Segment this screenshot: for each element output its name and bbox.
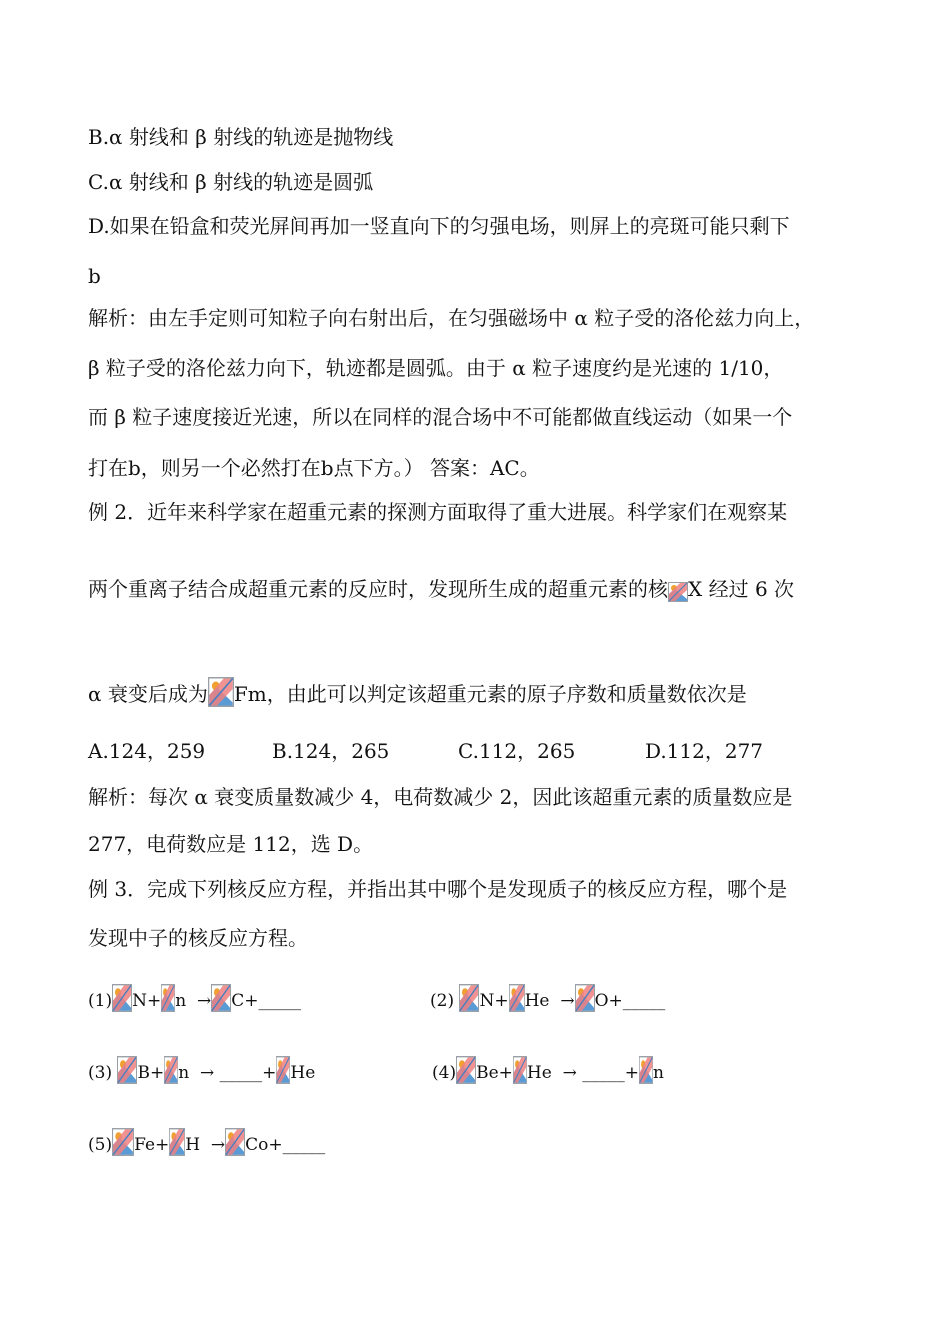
analysis-2-line-1: 解析：每次 α 衰变质量数减少 4，电荷数减少 2，因此该超重元素的质量数应是 <box>88 785 793 809</box>
arrow-icon: → <box>200 1063 215 1083</box>
nuclide-image-icon <box>456 1056 476 1084</box>
nuclide-image-icon <box>575 984 595 1012</box>
nuclide-image-icon <box>276 1056 290 1084</box>
equation-5 <box>88 1128 325 1156</box>
nuclide-image-icon <box>208 677 234 707</box>
equation-term: Co+ <box>245 1135 283 1155</box>
nuclide-image-icon <box>225 1128 245 1156</box>
equation-4 <box>432 1056 664 1084</box>
example-2-line-3 <box>88 677 747 707</box>
equation-1 <box>88 984 301 1012</box>
analysis-line-4: 打在b，则另一个必然打在b点下方。） 答案：AC。 <box>88 456 540 480</box>
nuclide-image-icon <box>668 582 688 602</box>
example-3-line-1: 例 3．完成下列核反应方程，并指出其中哪个是发现质子的核反应方程，哪个是 <box>88 877 788 901</box>
nuclide-image-icon <box>117 1056 137 1084</box>
equation-term: He <box>524 991 555 1011</box>
equation-term: n <box>175 991 192 1011</box>
equation-number: (3) <box>88 1063 118 1083</box>
example-3-line-2: 发现中子的核反应方程。 <box>88 926 308 950</box>
answer-blank[interactable]: _____ <box>219 1063 263 1083</box>
equation-term: + <box>624 1063 640 1083</box>
answer-option-b: B.124，265 <box>272 739 390 763</box>
answer-blank[interactable]: _____ <box>622 991 666 1011</box>
example-2-line-1: 例 2．近年来科学家在超重元素的探测方面取得了重大进展。科学家们在观察某 <box>88 500 788 524</box>
equation-term: H <box>185 1135 206 1155</box>
equation-number: (4) <box>432 1063 457 1083</box>
arrow-icon: → <box>210 1135 226 1155</box>
equation-term: B+ <box>137 1063 165 1083</box>
answer-blank[interactable]: _____ <box>258 991 301 1011</box>
option-d-text: D.如果在铅盒和荧光屏间再加一竖直向下的匀强电场，则屏上的亮斑可能只剩下 <box>88 214 790 238</box>
example-2-text-b: X 经过 6 次 <box>688 577 795 601</box>
nuclide-image-icon <box>459 984 479 1012</box>
equation-term: Be+ <box>476 1063 513 1083</box>
example-2-text-c: α 衰变后成为 <box>88 682 208 706</box>
analysis-2-line-2: 277，电荷数应是 112，选 D。 <box>88 832 374 856</box>
answer-option-a: A.124，259 <box>88 739 206 763</box>
nuclide-image-icon <box>112 1128 134 1156</box>
equation-number: (2) <box>430 991 460 1011</box>
nuclide-image-icon <box>164 1056 178 1084</box>
example-2-text: 两个重离子结合成超重元素的反应时，发现所生成的超重元素的核 <box>88 577 668 601</box>
answer-option-c: C.112，265 <box>458 739 576 763</box>
analysis-line-2: β 粒子受的洛伦兹力向下，轨迹都是圆弧。由于 α 粒子速度约是光速的 1/10， <box>88 356 784 380</box>
equation-term: + <box>262 1063 277 1083</box>
option-d-text-cont: b <box>88 264 101 288</box>
equation-term: He <box>290 1063 316 1083</box>
equation-term: C+ <box>231 991 259 1011</box>
analysis-line-1: 解析：由左手定则可知粒子向右射出后，在匀强磁场中 α 粒子受的洛伦兹力向上， <box>88 306 815 330</box>
arrow-icon: → <box>562 1063 577 1083</box>
equation-number: (5) <box>88 1135 113 1155</box>
equation-term: N+ <box>132 991 162 1011</box>
nuclide-image-icon <box>112 984 132 1012</box>
arrow-icon: → <box>560 991 575 1011</box>
option-c-text: C.α 射线和 β 射线的轨迹是圆弧 <box>88 170 374 194</box>
equation-number: (1) <box>88 991 113 1011</box>
equation-3 <box>88 1056 315 1084</box>
answer-blank[interactable]: _____ <box>582 1063 625 1083</box>
equation-term: He <box>526 1063 558 1083</box>
nuclide-image-icon <box>161 984 175 1012</box>
equation-term: Fe+ <box>134 1135 170 1155</box>
analysis-line-3: 而 β 粒子速度接近光速，所以在同样的混合场中不可能都做直线运动（如果一个 <box>88 405 793 429</box>
nuclide-image-icon <box>169 1128 185 1156</box>
example-2-text-d: Fm，由此可以判定该超重元素的原子序数和质量数依次是 <box>233 682 747 706</box>
option-b-text: B.α 射线和 β 射线的轨迹是抛物线 <box>88 125 394 149</box>
example-2-line-2 <box>88 576 794 602</box>
equation-2 <box>430 984 665 1012</box>
equation-term: N+ <box>479 991 509 1011</box>
answer-blank[interactable]: _____ <box>282 1135 326 1155</box>
arrow-icon: → <box>196 991 212 1011</box>
equation-term: n <box>653 1063 664 1083</box>
nuclide-image-icon <box>509 984 525 1012</box>
nuclide-image-icon <box>211 984 231 1012</box>
nuclide-image-icon <box>639 1056 653 1084</box>
equation-term: O+ <box>594 991 623 1011</box>
answer-option-d: D.112，277 <box>645 739 764 763</box>
nuclide-image-icon <box>513 1056 527 1084</box>
equation-term: n <box>178 1063 195 1083</box>
